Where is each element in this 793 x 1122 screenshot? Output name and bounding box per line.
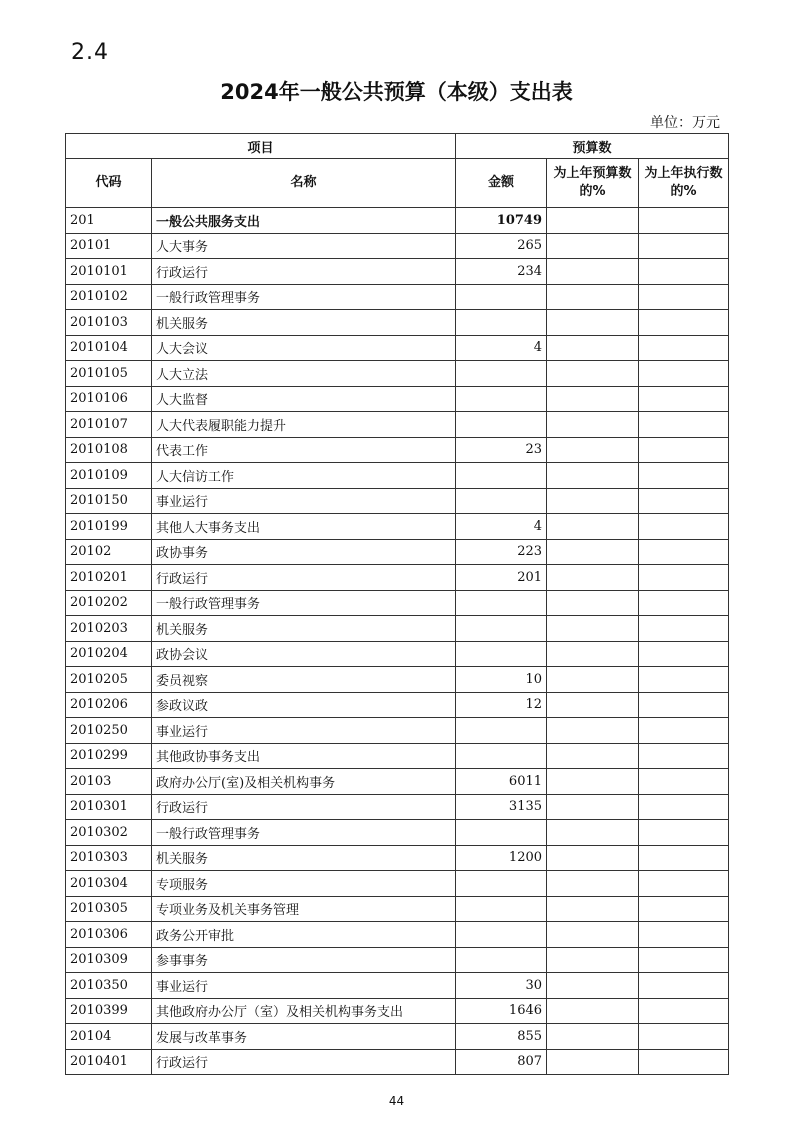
row-pct-prev-exec: [639, 1024, 729, 1050]
row-pct-prev-exec: [639, 896, 729, 922]
row-name: 机关服务: [152, 845, 456, 871]
table-row: [66, 641, 729, 667]
row-code: 2010401: [66, 1049, 152, 1075]
row-amount: 807: [456, 1049, 547, 1075]
table-row: [66, 871, 729, 897]
row-pct-prev-budget: [547, 641, 639, 667]
row-name: 人大会议: [152, 335, 456, 361]
row-pct-prev-exec: [639, 310, 729, 336]
row-code: 2010102: [66, 284, 152, 310]
table-row: [66, 896, 729, 922]
row-code: 2010301: [66, 794, 152, 820]
table-row: [66, 488, 729, 514]
row-name: 专项服务: [152, 871, 456, 897]
row-pct-prev-budget: [547, 973, 639, 999]
row-name: 政务公开审批: [152, 922, 456, 948]
row-pct-prev-budget: [547, 871, 639, 897]
row-name: 机关服务: [152, 616, 456, 642]
row-pct-prev-budget: [547, 820, 639, 846]
row-code: 2010304: [66, 871, 152, 897]
row-code: 2010101: [66, 259, 152, 285]
row-name: 委员视察: [152, 667, 456, 693]
row-amount: [456, 947, 547, 973]
row-code: 201: [66, 208, 152, 234]
header-amount: 金额: [456, 159, 547, 208]
row-pct-prev-exec: [639, 743, 729, 769]
table-row: [66, 412, 729, 438]
row-name: 代表工作: [152, 437, 456, 463]
row-amount: [456, 463, 547, 489]
row-pct-prev-exec: [639, 386, 729, 412]
budget-table: [65, 133, 729, 1075]
row-code: 2010250: [66, 718, 152, 744]
row-pct-prev-budget: [547, 463, 639, 489]
row-pct-prev-budget: [547, 361, 639, 387]
unit-label: 单位：万元: [650, 115, 720, 131]
table-row: [66, 820, 729, 846]
row-amount: [456, 386, 547, 412]
row-pct-prev-budget: [547, 667, 639, 693]
row-code: 2010306: [66, 922, 152, 948]
row-name: 政协事务: [152, 539, 456, 565]
row-pct-prev-budget: [547, 208, 639, 234]
row-amount: [456, 820, 547, 846]
row-pct-prev-exec: [639, 947, 729, 973]
row-pct-prev-budget: [547, 233, 639, 259]
row-pct-prev-budget: [547, 437, 639, 463]
table-row: [66, 718, 729, 744]
row-name: 人大立法: [152, 361, 456, 387]
row-pct-prev-exec: [639, 1049, 729, 1075]
row-amount: 3135: [456, 794, 547, 820]
table-row: [66, 539, 729, 565]
row-name: 人大监督: [152, 386, 456, 412]
row-code: 2010305: [66, 896, 152, 922]
row-name: 发展与改革事务: [152, 1024, 456, 1050]
row-pct-prev-budget: [547, 539, 639, 565]
row-code: 2010150: [66, 488, 152, 514]
table-row: [66, 361, 729, 387]
page-title: 2024年一般公共预算（本级）支出表: [220, 80, 573, 104]
row-code: 20104: [66, 1024, 152, 1050]
row-name: 行政运行: [152, 794, 456, 820]
row-pct-prev-exec: [639, 820, 729, 846]
table-row: [66, 565, 729, 591]
row-amount: [456, 412, 547, 438]
row-name: 参政议政: [152, 692, 456, 718]
row-pct-prev-exec: [639, 488, 729, 514]
row-pct-prev-exec: [639, 871, 729, 897]
header-pct-prev-budget: 为上年预算数的%: [547, 159, 639, 208]
row-name: 机关服务: [152, 310, 456, 336]
header-item: 项目: [66, 134, 456, 159]
row-name: 一般行政管理事务: [152, 590, 456, 616]
row-pct-prev-exec: [639, 616, 729, 642]
row-amount: 201: [456, 565, 547, 591]
row-name: 行政运行: [152, 1049, 456, 1075]
row-pct-prev-exec: [639, 233, 729, 259]
row-amount: 1200: [456, 845, 547, 871]
row-pct-prev-exec: [639, 259, 729, 285]
table-row: [66, 590, 729, 616]
row-amount: [456, 641, 547, 667]
table-row: [66, 514, 729, 540]
table-row: [66, 692, 729, 718]
row-pct-prev-exec: [639, 922, 729, 948]
row-pct-prev-exec: [639, 845, 729, 871]
row-name: 事业运行: [152, 718, 456, 744]
row-pct-prev-budget: [547, 845, 639, 871]
row-code: 2010205: [66, 667, 152, 693]
row-pct-prev-budget: [547, 590, 639, 616]
row-code: 2010105: [66, 361, 152, 387]
row-amount: 855: [456, 1024, 547, 1050]
table-row: [66, 973, 729, 999]
header-budget: 预算数: [456, 134, 729, 159]
row-amount: [456, 743, 547, 769]
row-pct-prev-exec: [639, 641, 729, 667]
row-amount: [456, 361, 547, 387]
row-code: 2010204: [66, 641, 152, 667]
row-name: 事业运行: [152, 488, 456, 514]
row-name: 其他政府办公厅（室）及相关机构事务支出: [152, 998, 456, 1024]
row-code: 20102: [66, 539, 152, 565]
row-code: 20101: [66, 233, 152, 259]
row-name: 人大信访工作: [152, 463, 456, 489]
row-pct-prev-budget: [547, 718, 639, 744]
row-name: 一般行政管理事务: [152, 820, 456, 846]
row-pct-prev-exec: [639, 973, 729, 999]
row-pct-prev-budget: [547, 310, 639, 336]
table-row: [66, 743, 729, 769]
row-amount: [456, 616, 547, 642]
row-code: 2010399: [66, 998, 152, 1024]
table-row: [66, 947, 729, 973]
row-name: 政协会议: [152, 641, 456, 667]
row-pct-prev-budget: [547, 386, 639, 412]
row-code: 2010199: [66, 514, 152, 540]
row-amount: 1646: [456, 998, 547, 1024]
row-amount: [456, 590, 547, 616]
row-pct-prev-budget: [547, 794, 639, 820]
row-pct-prev-budget: [547, 259, 639, 285]
row-name: 其他人大事务支出: [152, 514, 456, 540]
row-pct-prev-exec: [639, 208, 729, 234]
table-row: [66, 616, 729, 642]
header-pct-prev-exec: 为上年执行数的%: [639, 159, 729, 208]
row-code: 2010203: [66, 616, 152, 642]
row-code: 2010202: [66, 590, 152, 616]
row-amount: [456, 310, 547, 336]
row-pct-prev-exec: [639, 412, 729, 438]
row-pct-prev-exec: [639, 769, 729, 795]
row-amount: 10: [456, 667, 547, 693]
row-amount: 30: [456, 973, 547, 999]
row-code: 2010299: [66, 743, 152, 769]
row-pct-prev-budget: [547, 692, 639, 718]
row-code: 20103: [66, 769, 152, 795]
row-amount: 10749: [456, 208, 547, 234]
row-amount: 234: [456, 259, 547, 285]
row-pct-prev-exec: [639, 361, 729, 387]
row-pct-prev-budget: [547, 412, 639, 438]
row-pct-prev-budget: [547, 998, 639, 1024]
row-amount: [456, 922, 547, 948]
row-pct-prev-exec: [639, 692, 729, 718]
row-code: 2010104: [66, 335, 152, 361]
row-pct-prev-budget: [547, 743, 639, 769]
row-pct-prev-exec: [639, 463, 729, 489]
row-name: 参事事务: [152, 947, 456, 973]
row-code: 2010107: [66, 412, 152, 438]
row-amount: 23: [456, 437, 547, 463]
row-pct-prev-budget: [547, 922, 639, 948]
row-amount: 4: [456, 514, 547, 540]
row-pct-prev-exec: [639, 335, 729, 361]
row-name: 专项业务及机关事务管理: [152, 896, 456, 922]
row-code: 2010350: [66, 973, 152, 999]
row-pct-prev-budget: [547, 335, 639, 361]
row-code: 2010309: [66, 947, 152, 973]
row-pct-prev-budget: [547, 1049, 639, 1075]
row-amount: [456, 284, 547, 310]
table-row: [66, 769, 729, 795]
row-name: 一般公共服务支出: [152, 208, 456, 234]
table-row: [66, 794, 729, 820]
row-pct-prev-exec: [639, 718, 729, 744]
row-pct-prev-exec: [639, 514, 729, 540]
row-pct-prev-exec: [639, 539, 729, 565]
section-number: 2.4: [71, 40, 109, 65]
row-amount: 6011: [456, 769, 547, 795]
row-name: 行政运行: [152, 565, 456, 591]
row-name: 事业运行: [152, 973, 456, 999]
row-name: 行政运行: [152, 259, 456, 285]
row-amount: 265: [456, 233, 547, 259]
row-name: 政府办公厅(室)及相关机构事务: [152, 769, 456, 795]
table-row: [66, 463, 729, 489]
row-amount: 223: [456, 539, 547, 565]
row-name: 一般行政管理事务: [152, 284, 456, 310]
row-amount: 4: [456, 335, 547, 361]
header-code: 代码: [66, 159, 152, 208]
row-pct-prev-exec: [639, 590, 729, 616]
row-pct-prev-exec: [639, 794, 729, 820]
row-amount: 12: [456, 692, 547, 718]
table-row: [66, 1049, 729, 1075]
row-code: 2010302: [66, 820, 152, 846]
table-row: [66, 259, 729, 285]
row-code: 2010303: [66, 845, 152, 871]
row-pct-prev-budget: [547, 769, 639, 795]
row-pct-prev-exec: [639, 667, 729, 693]
row-code: 2010109: [66, 463, 152, 489]
row-amount: [456, 718, 547, 744]
table-row: [66, 1024, 729, 1050]
row-name: 其他政协事务支出: [152, 743, 456, 769]
table-row: [66, 310, 729, 336]
table-row: [66, 233, 729, 259]
row-pct-prev-budget: [547, 616, 639, 642]
page-number: 44: [388, 1094, 405, 1108]
table-row: [66, 284, 729, 310]
table-row: [66, 922, 729, 948]
row-name: 人大代表履职能力提升: [152, 412, 456, 438]
table-row: [66, 335, 729, 361]
row-pct-prev-exec: [639, 565, 729, 591]
row-amount: [456, 488, 547, 514]
table-row: [66, 386, 729, 412]
row-pct-prev-budget: [547, 488, 639, 514]
table-row: [66, 667, 729, 693]
row-code: 2010206: [66, 692, 152, 718]
row-code: 2010108: [66, 437, 152, 463]
row-pct-prev-budget: [547, 565, 639, 591]
row-name: 人大事务: [152, 233, 456, 259]
row-code: 2010201: [66, 565, 152, 591]
row-pct-prev-exec: [639, 437, 729, 463]
table-row: [66, 208, 729, 234]
row-code: 2010103: [66, 310, 152, 336]
row-pct-prev-budget: [547, 514, 639, 540]
row-pct-prev-budget: [547, 284, 639, 310]
row-pct-prev-budget: [547, 1024, 639, 1050]
table-row: [66, 437, 729, 463]
row-pct-prev-budget: [547, 947, 639, 973]
row-pct-prev-exec: [639, 284, 729, 310]
table-row: [66, 845, 729, 871]
row-amount: [456, 896, 547, 922]
table-row: [66, 998, 729, 1024]
row-code: 2010106: [66, 386, 152, 412]
header-name: 名称: [152, 159, 456, 208]
row-amount: [456, 871, 547, 897]
row-pct-prev-budget: [547, 896, 639, 922]
row-pct-prev-exec: [639, 998, 729, 1024]
